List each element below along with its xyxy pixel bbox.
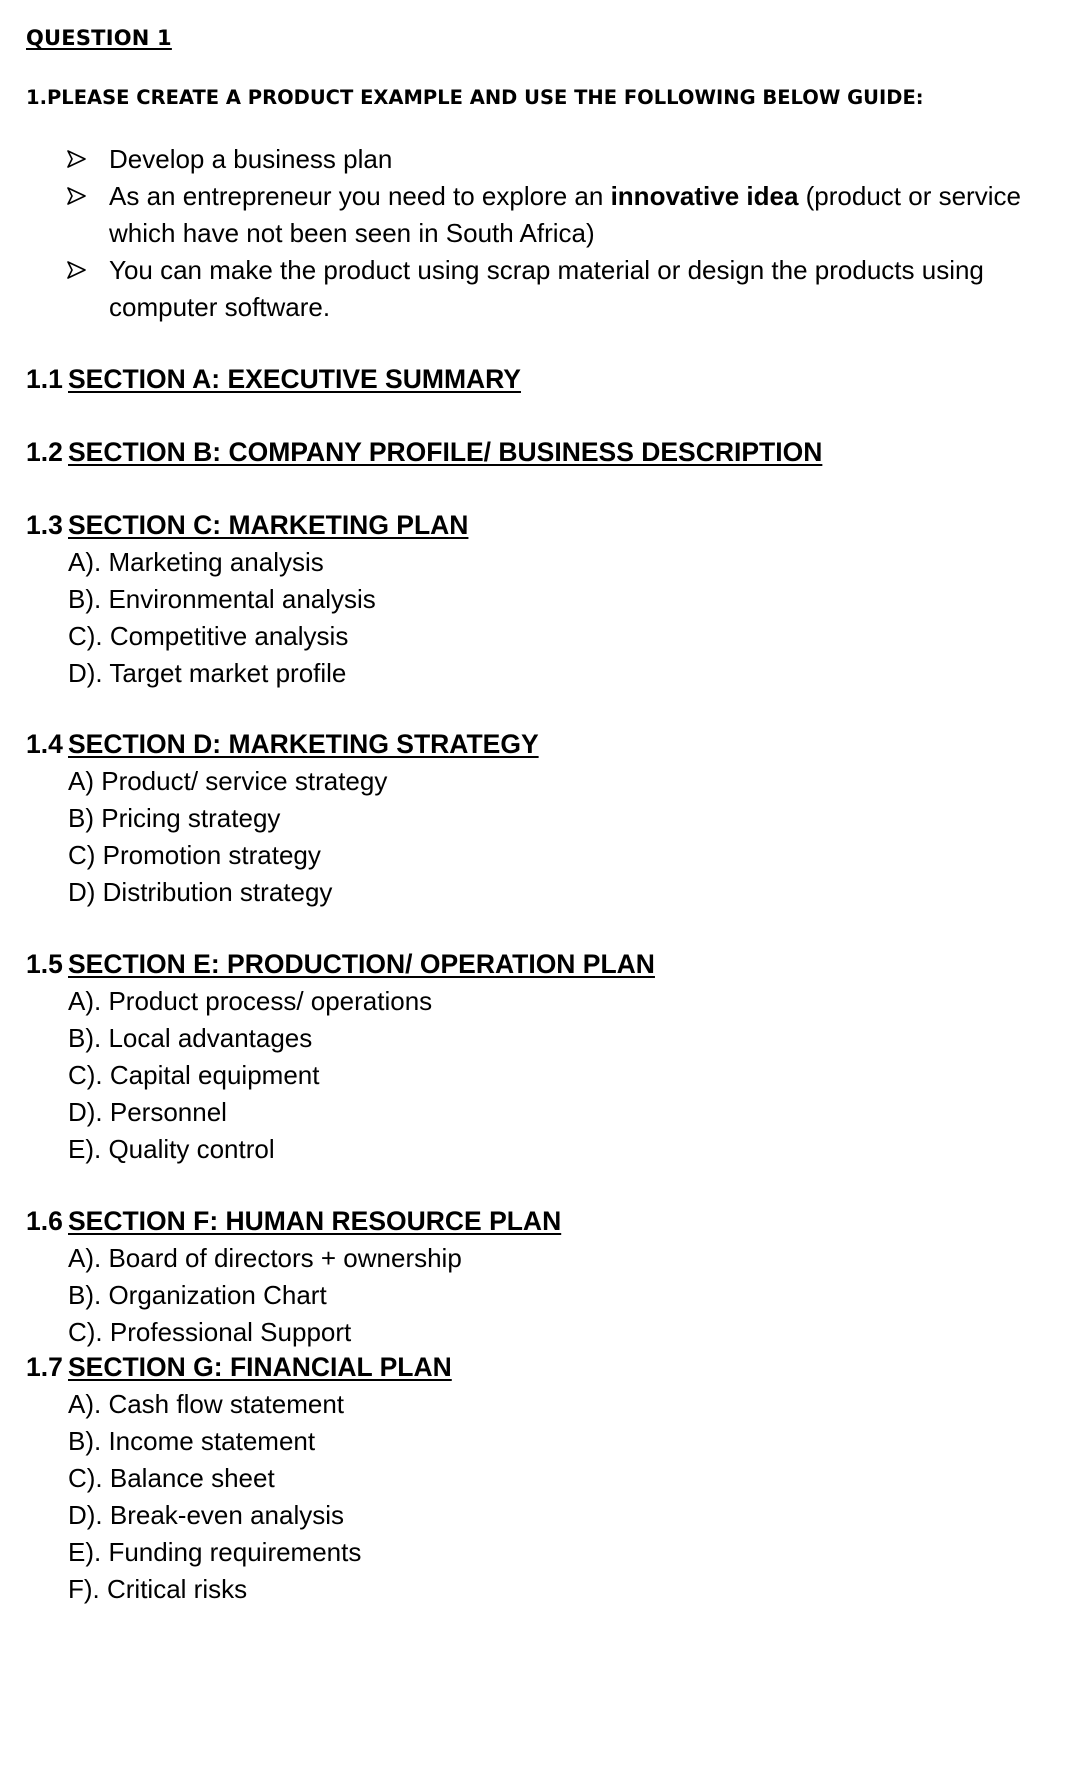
section-item: C). Professional Support xyxy=(68,1317,352,1347)
guide-item xyxy=(67,141,1067,178)
section-title: SECTION D: MARKETING STRATEGY xyxy=(68,729,539,759)
question-title: QUESTION 1 xyxy=(26,26,172,50)
section-item: A). Product process/ operations xyxy=(68,986,433,1016)
arrow-bullet-icon xyxy=(67,252,89,289)
section-item: B) Pricing strategy xyxy=(68,803,281,833)
section-g xyxy=(26,1349,1066,1608)
guide-item-bold-text: innovative idea xyxy=(610,181,799,211)
section-number: 1.7 xyxy=(26,1352,63,1382)
guide-item-text: You can make the product using scrap material or design the products using computer software. xyxy=(109,255,984,322)
section-item: A). Cash flow statement xyxy=(68,1389,344,1419)
section-number: 1.5 xyxy=(26,949,63,979)
section-items xyxy=(26,763,1066,911)
section-title: SECTION G: FINANCIAL PLAN xyxy=(68,1352,452,1382)
section-item: C). Competitive analysis xyxy=(68,621,349,651)
section-item: E). Quality control xyxy=(68,1134,275,1164)
section-f xyxy=(26,1203,1066,1351)
section-item: D). Break-even analysis xyxy=(68,1500,344,1530)
section-heading xyxy=(26,726,1066,763)
section-title: SECTION E: PRODUCTION/ OPERATION PLAN xyxy=(68,949,655,979)
section-item: B). Income statement xyxy=(68,1426,316,1456)
section-items xyxy=(26,1386,1066,1608)
section-c xyxy=(26,507,1066,692)
section-heading xyxy=(26,1349,1066,1386)
section-item: D) Distribution strategy xyxy=(68,877,333,907)
section-item: C) Promotion strategy xyxy=(68,840,321,870)
section-heading xyxy=(26,361,1066,398)
section-item: F). Critical risks xyxy=(68,1574,248,1604)
section-items xyxy=(26,544,1066,692)
section-item: A). Marketing analysis xyxy=(68,547,324,577)
section-item: C). Balance sheet xyxy=(68,1463,275,1493)
guide-item xyxy=(67,252,1067,326)
section-b xyxy=(26,434,1066,471)
section-title: SECTION F: HUMAN RESOURCE PLAN xyxy=(68,1206,562,1236)
section-d xyxy=(26,726,1066,911)
guide-item-text-before: As an entrepreneur you need to explore an xyxy=(109,181,611,211)
section-item: D). Personnel xyxy=(68,1097,227,1127)
section-item: C). Capital equipment xyxy=(68,1060,320,1090)
section-item: B). Organization Chart xyxy=(68,1280,327,1310)
section-item: B). Environmental analysis xyxy=(68,584,376,614)
section-number: 1.1 xyxy=(26,364,63,394)
section-title: SECTION C: MARKETING PLAN xyxy=(68,510,469,540)
section-number: 1.4 xyxy=(26,729,63,759)
section-number: 1.6 xyxy=(26,1206,63,1236)
section-e xyxy=(26,946,1066,1168)
section-items xyxy=(26,983,1066,1168)
section-title: SECTION A: EXECUTIVE SUMMARY xyxy=(68,364,521,394)
arrow-bullet-icon xyxy=(67,178,89,215)
guide-item-text-after: (product or service which have not been seen in South Africa) xyxy=(109,181,1021,248)
guide-list xyxy=(67,141,1067,326)
section-item: E). Funding requirements xyxy=(68,1537,362,1567)
section-item: A). Board of directors + ownership xyxy=(68,1243,462,1273)
section-heading xyxy=(26,507,1066,544)
section-heading xyxy=(26,434,1066,471)
section-number: 1.2 xyxy=(26,437,63,467)
section-a xyxy=(26,361,1066,398)
section-item: D). Target market profile xyxy=(68,658,347,688)
section-number: 1.3 xyxy=(26,510,63,540)
arrow-bullet-icon xyxy=(67,141,89,178)
section-title: SECTION B: COMPANY PROFILE/ BUSINESS DESCRIPTION xyxy=(68,437,823,467)
intro-heading: 1.PLEASE CREATE A PRODUCT EXAMPLE AND USE THE FOLLOWING BELOW GUIDE: xyxy=(26,86,924,109)
guide-item xyxy=(67,178,1067,252)
section-item: A) Product/ service strategy xyxy=(68,766,388,796)
section-heading xyxy=(26,946,1066,983)
guide-item-text: Develop a business plan xyxy=(109,144,393,174)
section-items xyxy=(26,1240,1066,1351)
section-item: B). Local advantages xyxy=(68,1023,313,1053)
section-heading xyxy=(26,1203,1066,1240)
